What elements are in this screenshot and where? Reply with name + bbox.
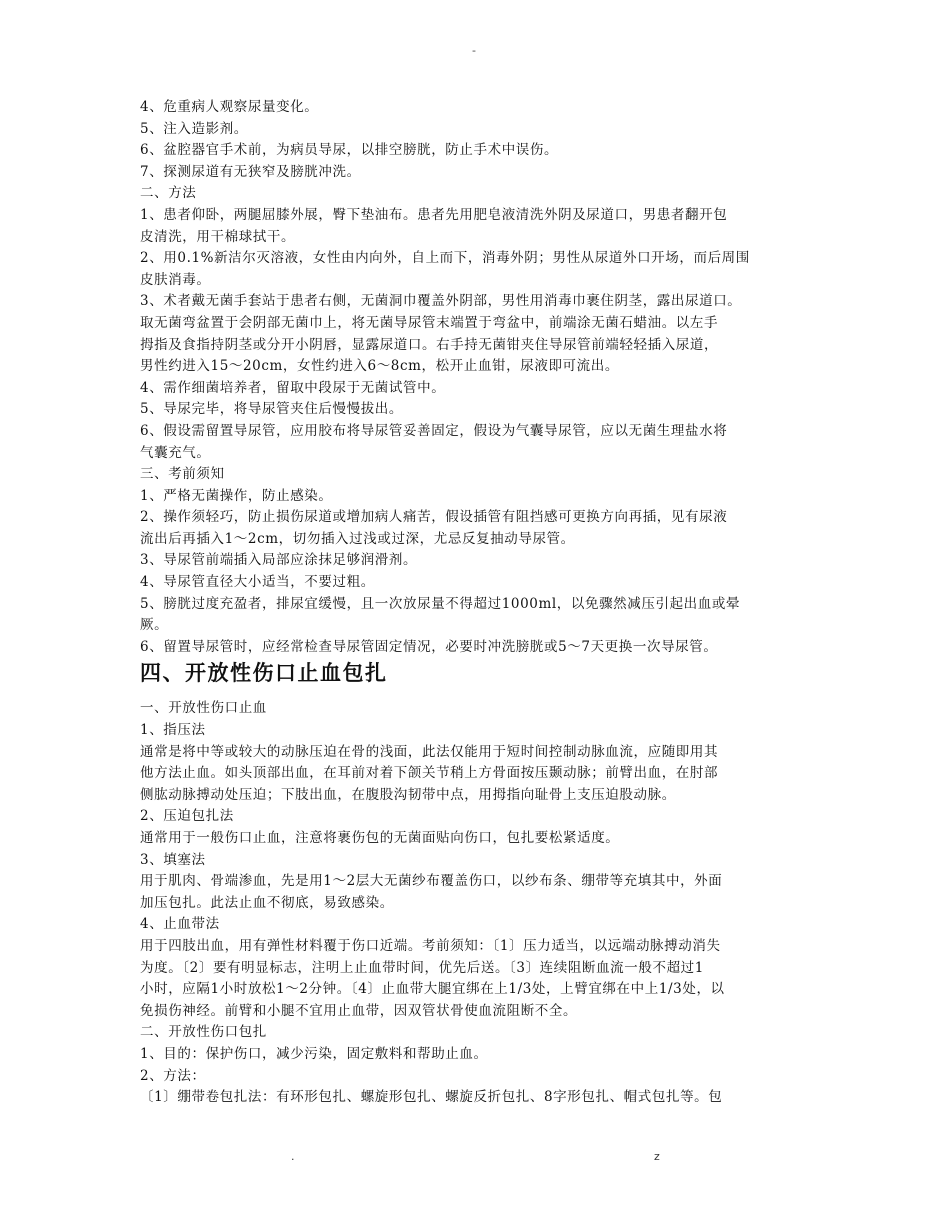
text-line: 5、导尿完毕，将导尿管夹住后慢慢拔出。 <box>140 401 403 418</box>
text-line: 小时，应隔1小时放松1～2分钟。〔4〕止血带大腿宜绑在上1/3处，上臂宜绑在中上1/3处，以 <box>140 981 725 998</box>
page-footer-right-mark: z <box>654 1150 660 1163</box>
text-line: 1、患者仰卧，两腿屈膝外展，臀下垫油布。患者先用肥皂液清洗外阴及尿道口，男患者翻开包 <box>140 206 728 223</box>
document-body <box>140 97 824 1109</box>
text-line: 6、假设需留置导尿管，应用胶布将导尿管妥善固定，假设为气囊导尿管，应以无菌生理盐水将 <box>140 422 728 439</box>
text-line: 他方法止血。如头顶部出血，在耳前对着下颌关节稍上方骨面按压颞动脉；前臂出血，在肘部 <box>140 765 719 782</box>
text-line: 用于肌肉、骨端渗血，先是用1～2层大无菌纱布覆盖伤口，以纱布条、绷带等充填其中，外面 <box>140 873 723 890</box>
text-line: 二、开放性伤口包扎 <box>140 1024 267 1041</box>
text-line: 加压包扎。此法止血不彻底，易致感染。 <box>140 894 394 911</box>
text-line: 一、开放性伤口止血 <box>140 700 267 717</box>
text-line: 1、指压法 <box>140 722 206 739</box>
text-line: 〔1〕绷带卷包扎法：有环形包扎、螺旋形包扎、螺旋反折包扎、8字形包扎、帽式包扎等。包 <box>140 1089 723 1106</box>
section-heading-wound-hemostasis: 四、开放性伤口止血包扎 <box>140 661 388 686</box>
text-line: 三、考前须知 <box>140 466 225 483</box>
text-line: 3、术者戴无菌手套站于患者右侧，无菌洞巾覆盖外阴部，男性用消毒巾裹住阴茎，露出尿道口。 <box>140 293 742 310</box>
text-line: 拇指及食指持阴茎或分开小阴唇，显露尿道口。右手持无菌钳夹住导尿管前端轻轻插入尿道， <box>140 336 719 353</box>
text-line: 6、留置导尿管时，应经常检查导尿管固定情况，必要时冲洗膀胱或5～7天更换一次导尿管。 <box>140 638 718 655</box>
text-line: 6、盆腔器官手术前，为病员导尿，以排空膀胱，防止手术中误伤。 <box>140 142 559 159</box>
text-line: 皮肤消毒。 <box>140 271 211 288</box>
text-line: 厥。 <box>140 617 169 634</box>
text-line: 2、方法： <box>140 1067 206 1084</box>
text-line: 2、用0.1%新洁尔灭溶液，女性由内向外，自上而下，消毒外阴；男性从尿道外口开场，而后周围 <box>140 250 750 267</box>
text-line: 4、止血带法 <box>140 916 220 933</box>
text-line: 二、方法 <box>140 185 197 202</box>
text-line: 1、目的：保护伤口，减少污染，固定敷料和帮助止血。 <box>140 1045 488 1062</box>
text-line: 取无菌弯盆置于会阴部无菌巾上，将无菌导尿管末端置于弯盆中，前端涂无菌石蜡油。以左手 <box>140 314 719 331</box>
text-line: 3、导尿管前端插入局部应涂抹足够润滑剂。 <box>140 552 418 569</box>
text-line: 2、操作须轻巧，防止损伤尿道或增加病人痛苦，假设插管有阻挡感可更换方向再插，见有尿液 <box>140 509 728 526</box>
page-header-mark: - <box>472 44 476 57</box>
text-line: 男性约进入15～20cm，女性约进入6～8cm，松开止血钳，尿液即可流出。 <box>140 358 619 375</box>
text-line: 流出后再插入1～2cm，切勿插入过浅或过深，尤忌反复抽动导尿管。 <box>140 530 575 547</box>
text-line: 4、危重病人观察尿量变化。 <box>140 99 319 115</box>
text-line: 4、需作细菌培养者，留取中段尿于无菌试管中。 <box>140 379 446 396</box>
text-line: 为度。〔2〕要有明显标志，注明上止血带时间，优先后送。〔3〕连续阻断血流一般不超过1 <box>140 959 704 976</box>
text-line: 3、填塞法 <box>140 851 206 868</box>
text-line: 通常用于一般伤口止血，注意将裹伤包的无菌面贴向伤口，包扎要松紧适度。 <box>140 830 620 846</box>
text-line: 5、注入造影剂。 <box>140 120 248 137</box>
text-line: 2、压迫包扎法 <box>140 808 234 825</box>
text-line: 5、膀胱过度充盈者，排尿宜缓慢，且一次放尿量不得超过1000ml，以免骤然减压引起出血或晕 <box>140 595 741 612</box>
text-line: 4、导尿管直径大小适当，不要过粗。 <box>140 574 375 591</box>
text-line: 皮清洗，用干棉球拭干。 <box>140 228 296 245</box>
text-line: 用于四肢出血，用有弹性材料覆于伤口近端。考前须知：〔1〕压力适当，以远端动脉搏动消失 <box>140 937 721 954</box>
text-line: 通常是将中等或较大的动脉压迫在骨的浅面，此法仅能用于短时间控制动脉血流，应随即用其 <box>140 743 719 760</box>
text-line: 侧肱动脉搏动处压迫；下肢出血，在腹股沟韧带中点，用拇指向耻骨上支压迫股动脉。 <box>140 786 676 803</box>
page-footer-left-mark: . <box>291 1150 295 1163</box>
text-line: 免损伤神经。前臂和小腿不宜用止血带，因双管状骨使血流阻断不全。 <box>140 1002 578 1019</box>
text-line: 7、探测尿道有无狭窄及膀胱冲洗。 <box>140 163 361 180</box>
section-urinary-catheterization <box>140 97 824 658</box>
section-open-wound-bandaging <box>140 698 824 1108</box>
text-line: 气囊充气。 <box>140 444 211 461</box>
text-line: 1、严格无菌操作，防止感染。 <box>140 487 333 504</box>
